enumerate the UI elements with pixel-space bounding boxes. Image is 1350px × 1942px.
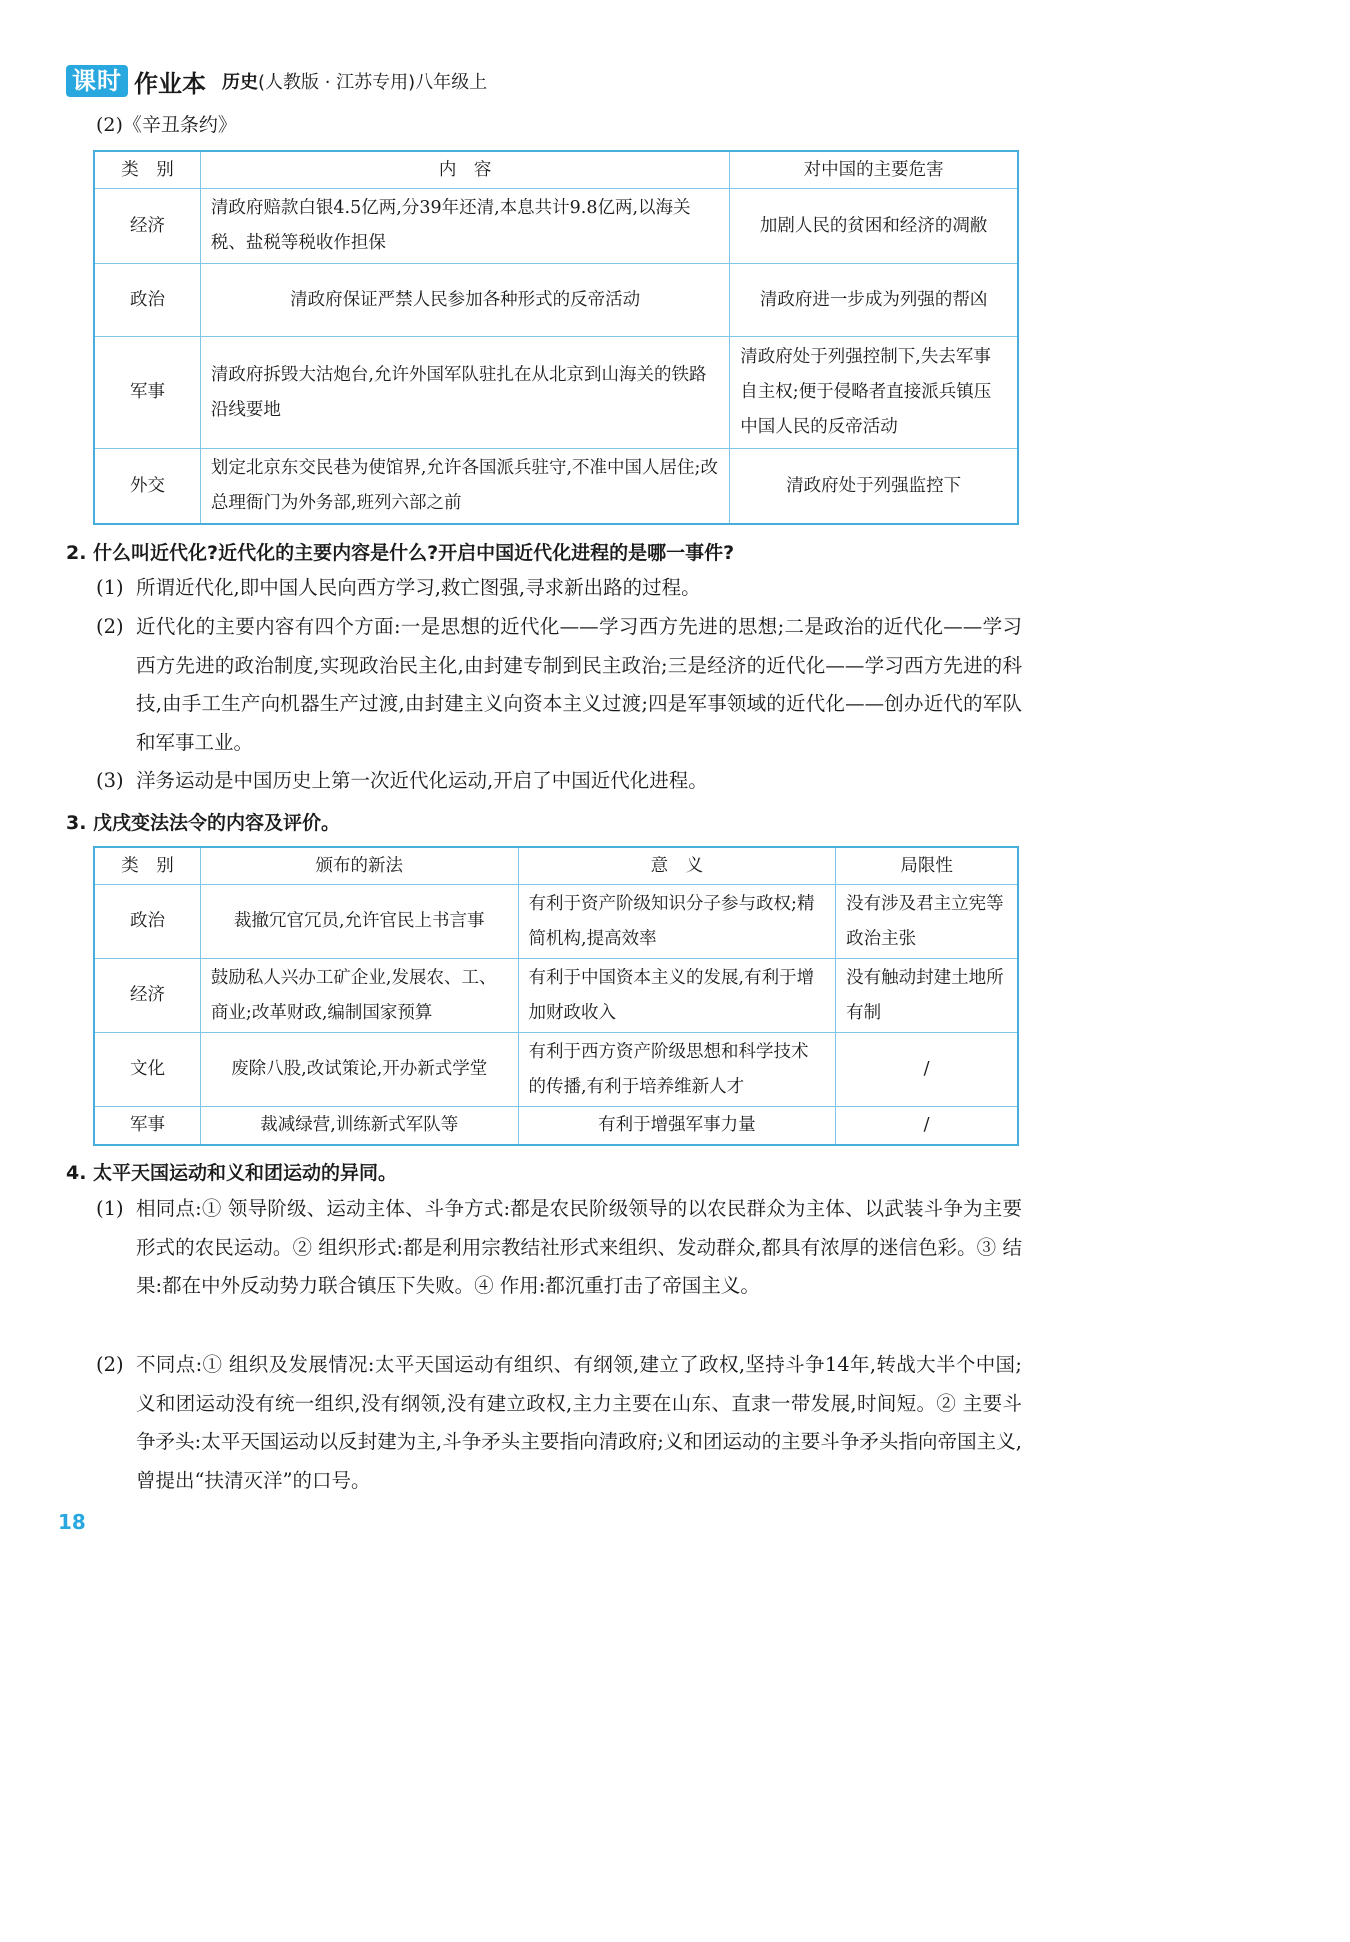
table-row	[95, 1107, 1018, 1145]
category-cell: 军事	[95, 337, 201, 449]
q2-answer-3	[96, 762, 1022, 801]
wuxu-reform-table	[94, 847, 1018, 1145]
column-header: 颁布的新法	[200, 848, 518, 885]
brand-logo: 课时	[66, 65, 128, 97]
brand-name: 作业本	[134, 69, 206, 98]
section-heading-xinchou: (2)《辛丑条约》	[96, 114, 237, 136]
item-number: (2)	[96, 1353, 124, 1376]
meaning-cell: 有利于西方资产阶级思想和科学技术的传播,有利于培养维新人才	[518, 1033, 836, 1107]
category-cell: 政治	[95, 264, 201, 337]
column-header: 类 别	[95, 152, 201, 189]
content-cell: 清政府保证严禁人民参加各种形式的反帝活动	[200, 264, 729, 337]
table-header-row	[95, 152, 1018, 189]
subject-label: 历史	[222, 72, 258, 93]
harm-cell: 清政府进一步成为列强的帮凶	[730, 264, 1018, 337]
item-number: (1)	[96, 576, 124, 599]
column-header: 内 容	[200, 152, 729, 189]
q4-answer-2	[96, 1346, 1022, 1500]
question-3-title: 3. 戊戌变法法令的内容及评价。	[66, 812, 341, 834]
table-row	[95, 885, 1018, 959]
item-text: 所谓近代化,即中国人民向西方学习,救亡图强,寻求新出路的过程。	[136, 576, 701, 599]
item-text: 洋务运动是中国历史上第一次近代化运动,开启了中国近代化进程。	[136, 769, 708, 792]
limit-cell: 没有涉及君主立宪等政治主张	[836, 885, 1018, 959]
content-cell: 清政府拆毁大沽炮台,允许外国军队驻扎在从北京到山海关的铁路沿线要地	[200, 337, 729, 449]
page-number: 18	[58, 1510, 86, 1534]
harm-cell: 清政府处于列强监控下	[730, 449, 1018, 524]
edition-label: (人教版 · 江苏专用)八年级上	[258, 72, 488, 93]
harm-cell: 加剧人民的贫困和经济的凋敝	[730, 189, 1018, 264]
table-row	[95, 1033, 1018, 1107]
table-row	[95, 959, 1018, 1033]
law-cell: 废除八股,改试策论,开办新式学堂	[200, 1033, 518, 1107]
harm-cell: 清政府处于列强控制下,失去军事自主权;便于侵略者直接派兵镇压中国人民的反帝活动	[730, 337, 1018, 449]
law-cell: 鼓励私人兴办工矿企业,发展农、工、商业;改革财政,编制国家预算	[200, 959, 518, 1033]
column-header: 类 别	[95, 848, 201, 885]
item-text: 近代化的主要内容有四个方面:一是思想的近代化——学习西方先进的思想;二是政治的近代化——学习西方先进的政治制度,实现政治民主化,由封建专制到民主政治;三是经济的近代化——学习西方先进的科技,由手工生产向机器生产过渡,由封建主义向资本主义过渡;四是军事领域的近代化——创办近代的军队和军事工业。	[136, 615, 1022, 754]
table-row	[95, 337, 1018, 449]
meaning-cell: 有利于资产阶级知识分子参与政权;精简机构,提高效率	[518, 885, 836, 959]
item-text: 相同点:① 领导阶级、运动主体、斗争方式:都是农民阶级领导的以农民群众为主体、以武装斗争为主要形式的农民运动。② 组织形式:都是利用宗教结社形式来组织、发动群众,都具有浓厚的迷信色彩。③ 结果:都在中外反动势力联合镇压下失败。④ 作用:都沉重打击了帝国主义。	[136, 1197, 1022, 1297]
xinchou-treaty-table	[94, 151, 1018, 524]
meaning-cell: 有利于中国资本主义的发展,有利于增加财政收入	[518, 959, 836, 1033]
content-cell: 清政府赔款白银4.5亿两,分39年还清,本息共计9.8亿两,以海关税、盐税等税收作担保	[200, 189, 729, 264]
category-cell: 外交	[95, 449, 201, 524]
q4-answer-1	[96, 1190, 1022, 1306]
question-4-title: 4. 太平天国运动和义和团运动的异同。	[66, 1162, 398, 1184]
law-cell: 裁撤冗官冗员,允许官民上书言事	[200, 885, 518, 959]
question-2-title: 2. 什么叫近代化?近代化的主要内容是什么?开启中国近代化进程的是哪一事件?	[66, 542, 735, 564]
category-cell: 文化	[95, 1033, 201, 1107]
limit-cell: /	[836, 1107, 1018, 1145]
column-header: 对中国的主要危害	[730, 152, 1018, 189]
category-cell: 政治	[95, 885, 201, 959]
table-header-row	[95, 848, 1018, 885]
page-header	[66, 64, 487, 98]
limit-cell: 没有触动封建土地所有制	[836, 959, 1018, 1033]
table-row	[95, 449, 1018, 524]
item-number: (2)	[96, 615, 124, 638]
content-cell: 划定北京东交民巷为使馆界,允许各国派兵驻守,不准中国人居住;改总理衙门为外务部,班列六部之前	[200, 449, 729, 524]
limit-cell: /	[836, 1033, 1018, 1107]
category-cell: 经济	[95, 959, 201, 1033]
item-number: (3)	[96, 769, 124, 792]
book-info	[222, 68, 487, 94]
q2-answer-1	[96, 569, 1022, 608]
column-header: 局限性	[836, 848, 1018, 885]
meaning-cell: 有利于增强军事力量	[518, 1107, 836, 1145]
q2-answer-2	[96, 608, 1022, 762]
category-cell: 经济	[95, 189, 201, 264]
item-number: (1)	[96, 1197, 124, 1220]
table-row	[95, 189, 1018, 264]
column-header: 意 义	[518, 848, 836, 885]
category-cell: 军事	[95, 1107, 201, 1145]
item-text: 不同点:① 组织及发展情况:太平天国运动有组织、有纲领,建立了政权,坚持斗争14年,转战大半个中国;义和团运动没有统一组织,没有纲领,没有建立政权,主力主要在山东、直隶一带发展,时间短。② 主要斗争矛头:太平天国运动以反封建为主,斗争矛头主要指向清政府;义和团运动的主要斗争矛头指向帝国主义,曾提出“扶清灭洋”的口号。	[136, 1353, 1022, 1492]
table-row	[95, 264, 1018, 337]
law-cell: 裁减绿营,训练新式军队等	[200, 1107, 518, 1145]
